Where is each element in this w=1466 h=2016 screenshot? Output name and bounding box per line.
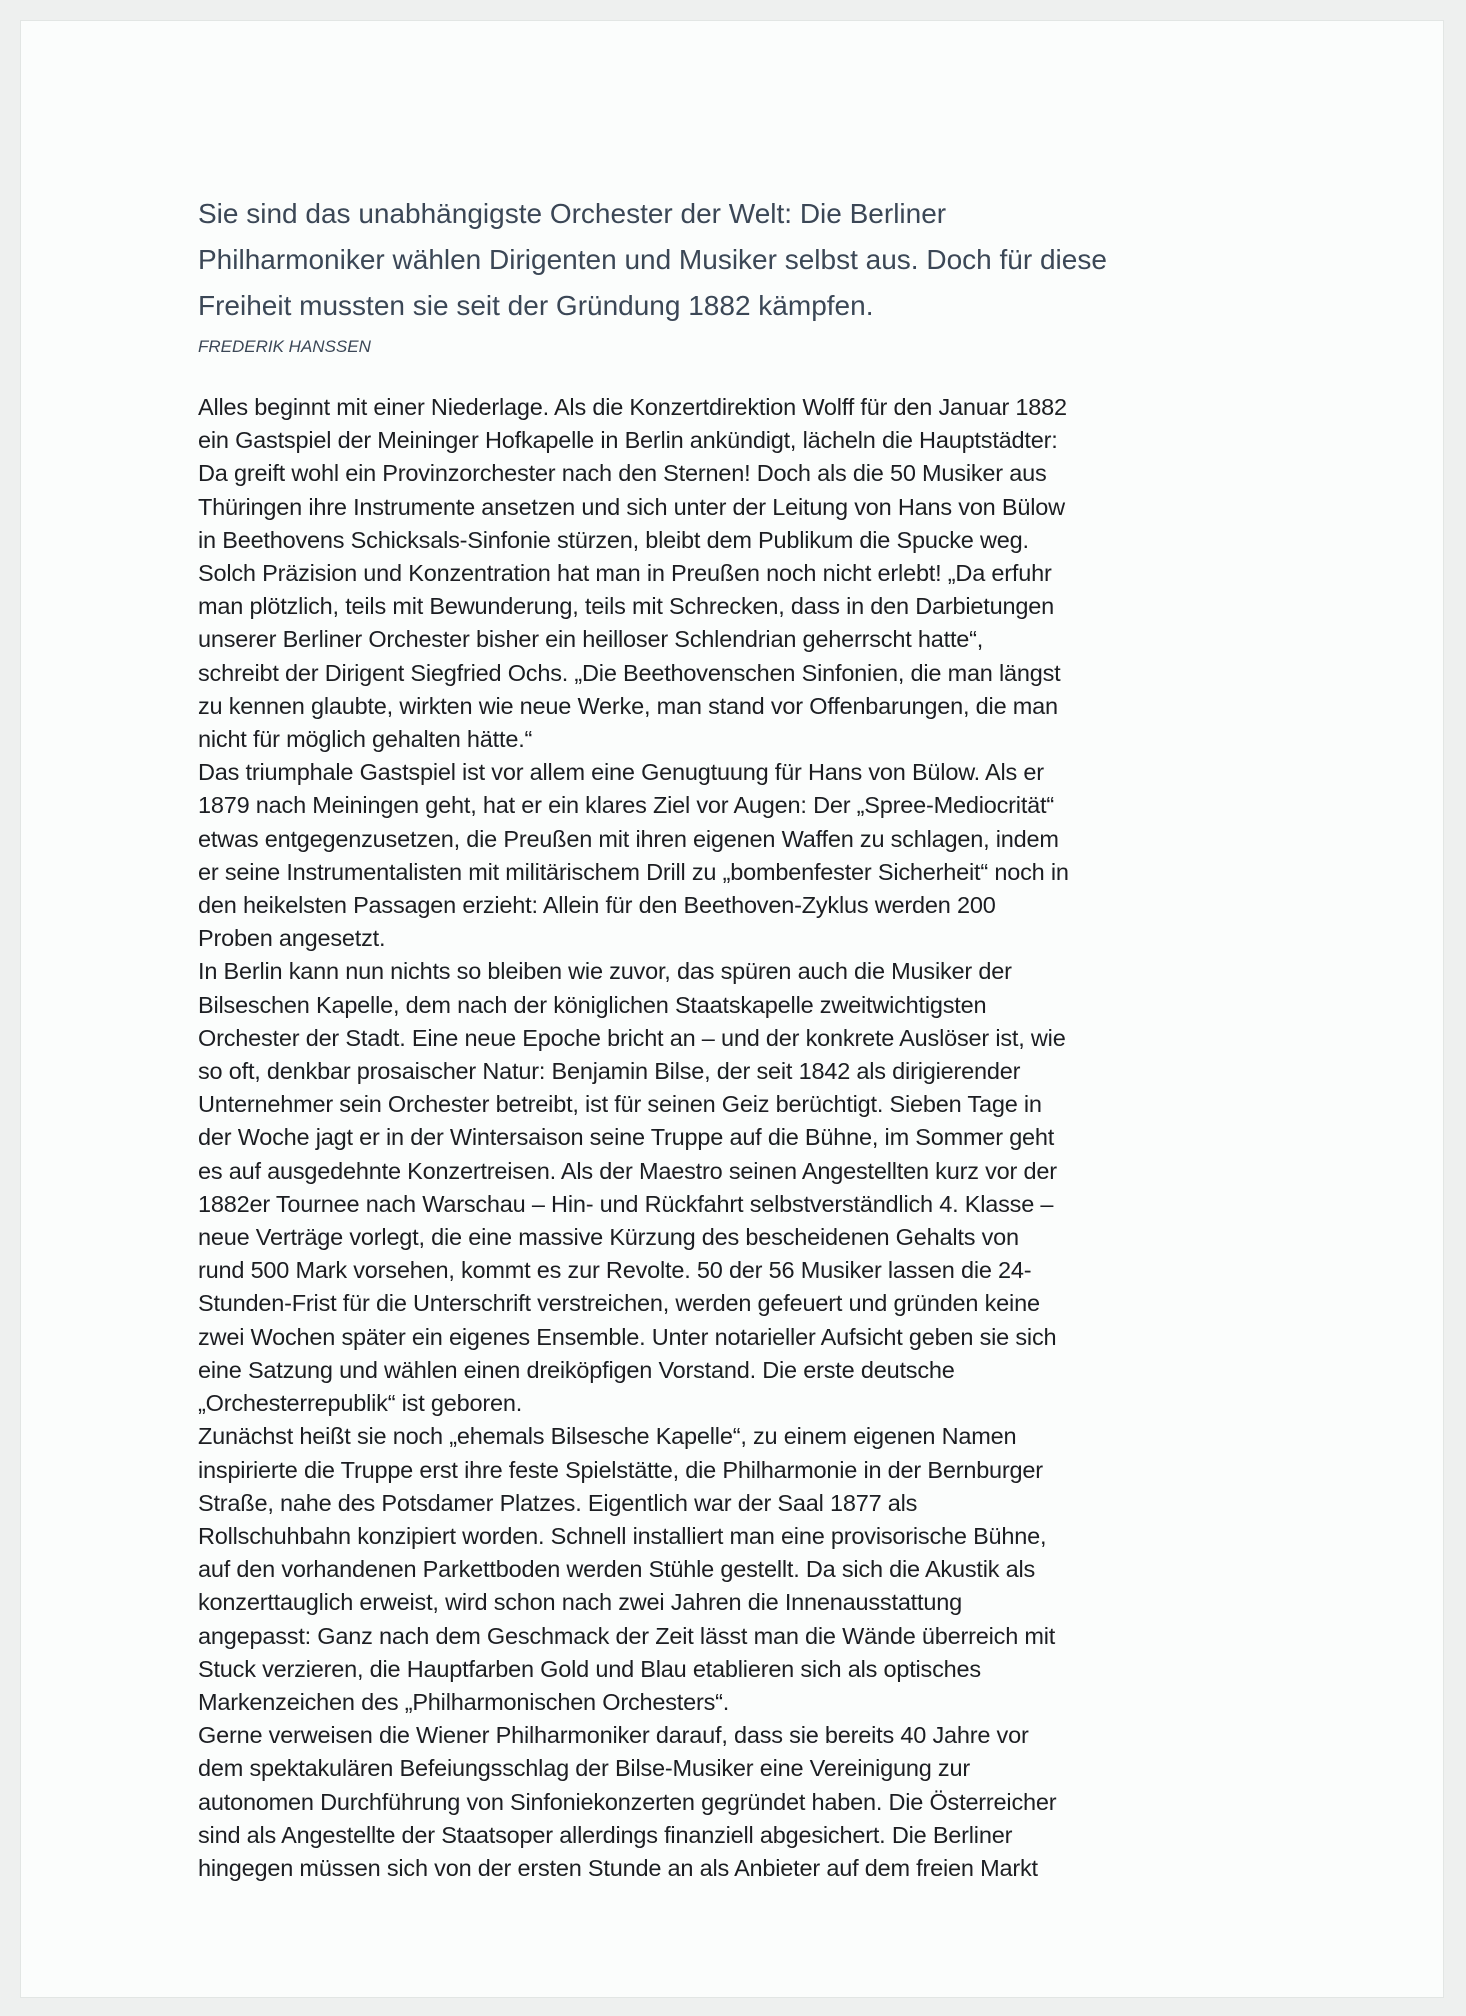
- body-text-line: rund 500 Mark vorsehen, kommt es zur Revolte. 50 der 56 Musiker lassen die 24-: [198, 1257, 1032, 1284]
- body-text-line: Solch Präzision und Konzentration hat man in Preußen noch nicht erlebt! „Da erfuhr: [198, 560, 1052, 587]
- body-text-line: unserer Berliner Orchester bisher ein heilloser Schlendrian geherrscht hatte“,: [198, 626, 984, 653]
- body-text-line: auf den vorhandenen Parkettboden werden Stühle gestellt. Da sich die Akustik als: [198, 1556, 1036, 1583]
- body-text-line: Unternehmer sein Orchester betreibt, ist für seinen Geiz berüchtigt. Sieben Tage in: [198, 1091, 1042, 1118]
- author-byline: FREDERIK HANSSEN: [198, 337, 371, 356]
- body-text-line: 1879 nach Meiningen geht, hat er ein klares Ziel vor Augen: Der „Spree-Mediocrität“: [198, 792, 1054, 819]
- scanned-page: [20, 20, 1444, 1998]
- body-text-line: Markenzeichen des „Philharmonischen Orchesters“.: [198, 1688, 730, 1715]
- body-text-line: so oft, denkbar prosaischer Natur: Benjamin Bilse, der seit 1842 als dirigierender: [198, 1058, 1021, 1085]
- body-text-line: man plötzlich, teils mit Bewunderung, teils mit Schrecken, dass in den Darbietungen: [198, 593, 1054, 620]
- body-text-line: Stuck verzieren, die Hauptfarben Gold und Blau etablieren sich als optisches: [198, 1655, 981, 1682]
- body-text-line: etwas entgegenzusetzen, die Preußen mit ihren eigenen Waffen zu schlagen, indem: [198, 825, 1059, 852]
- body-text-line: Zunächst heißt sie noch „ehemals Bilsesche Kapelle“, zu einem eigenen Namen: [198, 1423, 1017, 1450]
- body-text-line: Straße, nahe des Potsdamer Platzes. Eigentlich war der Saal 1877 als: [198, 1489, 918, 1516]
- headline-line: Freiheit mussten sie seit der Gründung 1882 kämpfen.: [198, 290, 874, 321]
- body-text-line: dem spektakulären Befeiungsschlag der Bilse-Musiker eine Vereinigung zur: [198, 1755, 970, 1782]
- body-text-line: angepasst: Ganz nach dem Geschmack der Zeit lässt man die Wände überreich mit: [198, 1622, 1056, 1649]
- body-text-line: es auf ausgedehnte Konzertreisen. Als der Maestro seinen Angestellten kurz vor der: [198, 1157, 1057, 1184]
- body-text-line: nicht für möglich gehalten hätte.“: [198, 726, 533, 753]
- body-text-line: schreibt der Dirigent Siegfried Ochs. „Die Beethovenschen Sinfonien, die man längst: [198, 659, 1061, 686]
- body-text-line: Das triumphale Gastspiel ist vor allem eine Genugtuung für Hans von Bülow. Als er: [198, 759, 1044, 786]
- body-text-line: Gerne verweisen die Wiener Philharmoniker darauf, dass sie bereits 40 Jahre vor: [198, 1722, 1029, 1749]
- body-text-line: 1882er Tournee nach Warschau – Hin- und Rückfahrt selbstverständlich 4. Klasse –: [198, 1190, 1054, 1217]
- body-text-line: ein Gastspiel der Meininger Hofkapelle in Berlin ankündigt, lächeln die Hauptstädter:: [198, 427, 1058, 454]
- body-text-line: sind als Angestellte der Staatsoper allerdings finanziell abgesichert. Die Berliner: [198, 1821, 1013, 1848]
- body-text-line: in Beethovens Schicksals-Sinfonie stürzen, bleibt dem Publikum die Spucke weg.: [198, 526, 1029, 553]
- headline: [198, 191, 1107, 329]
- body-text-line: Orchester der Stadt. Eine neue Epoche bricht an – und der konkrete Auslöser ist, wie: [198, 1024, 1066, 1051]
- body-text-line: hingegen müssen sich von der ersten Stunde an als Anbieter auf dem freien Markt: [198, 1854, 1038, 1881]
- headline-line: Sie sind das unabhängigste Orchester der Welt: Die Berliner: [198, 198, 947, 229]
- body-text-line: In Berlin kann nun nichts so bleiben wie zuvor, das spüren auch die Musiker der: [198, 958, 1012, 985]
- body-text-line: neue Verträge vorlegt, die eine massive Kürzung des bescheidenen Gehalts von: [198, 1224, 1019, 1251]
- body-text-line: Rollschuhbahn konzipiert worden. Schnell installiert man eine provisorische Bühne,: [198, 1522, 1047, 1549]
- body-text-line: Proben angesetzt.: [198, 925, 386, 952]
- body-text-line: Alles beginnt mit einer Niederlage. Als die Konzertdirektion Wolff für den Januar 1882: [198, 394, 1067, 420]
- body-text-line: zwei Wochen später ein eigenes Ensemble. Unter notarieller Aufsicht geben sie sich: [198, 1323, 1057, 1350]
- article-body: [198, 391, 1069, 1885]
- body-text-line: er seine Instrumentalisten mit militärischem Drill zu „bombenfester Sicherheit“ noch in: [198, 858, 1069, 885]
- headline-line: Philharmoniker wählen Dirigenten und Musiker selbst aus. Doch für diese: [198, 244, 1107, 275]
- body-text-line: Da greift wohl ein Provinzorchester nach den Sternen! Doch als die 50 Musiker aus: [198, 460, 1047, 487]
- body-text-line: inspirierte die Truppe erst ihre feste Spielstätte, die Philharmonie in der Bernburger: [198, 1456, 1043, 1483]
- body-text-line: der Woche jagt er in der Wintersaison seine Truppe auf die Bühne, im Sommer geht: [198, 1124, 1055, 1151]
- body-text-line: Stunden-Frist für die Unterschrift verstreichen, werden gefeuert und gründen keine: [198, 1290, 1040, 1317]
- body-text-line: konzerttauglich erweist, wird schon nach zwei Jahren die Innenausstattung: [198, 1589, 962, 1616]
- body-text-line: „Orchesterrepublik“ ist geboren.: [198, 1390, 523, 1417]
- body-text-line: eine Satzung und wählen einen dreiköpfigen Vorstand. Die erste deutsche: [198, 1356, 955, 1383]
- body-text-line: den heikelsten Passagen erzieht: Allein für den Beethoven-Zyklus werden 200: [198, 892, 996, 919]
- body-text-line: Bilseschen Kapelle, dem nach der königlichen Staatskapelle zweitwichtigsten: [198, 991, 987, 1018]
- body-text-line: autonomen Durchführung von Sinfoniekonzerten gegründet haben. Die Österreicher: [198, 1788, 1057, 1815]
- body-text-line: zu kennen glaubte, wirkten wie neue Werke, man stand vor Offenbarungen, die man: [198, 692, 1058, 719]
- body-text-line: Thüringen ihre Instrumente ansetzen und sich unter der Leitung von Hans von Bülow: [198, 493, 1065, 520]
